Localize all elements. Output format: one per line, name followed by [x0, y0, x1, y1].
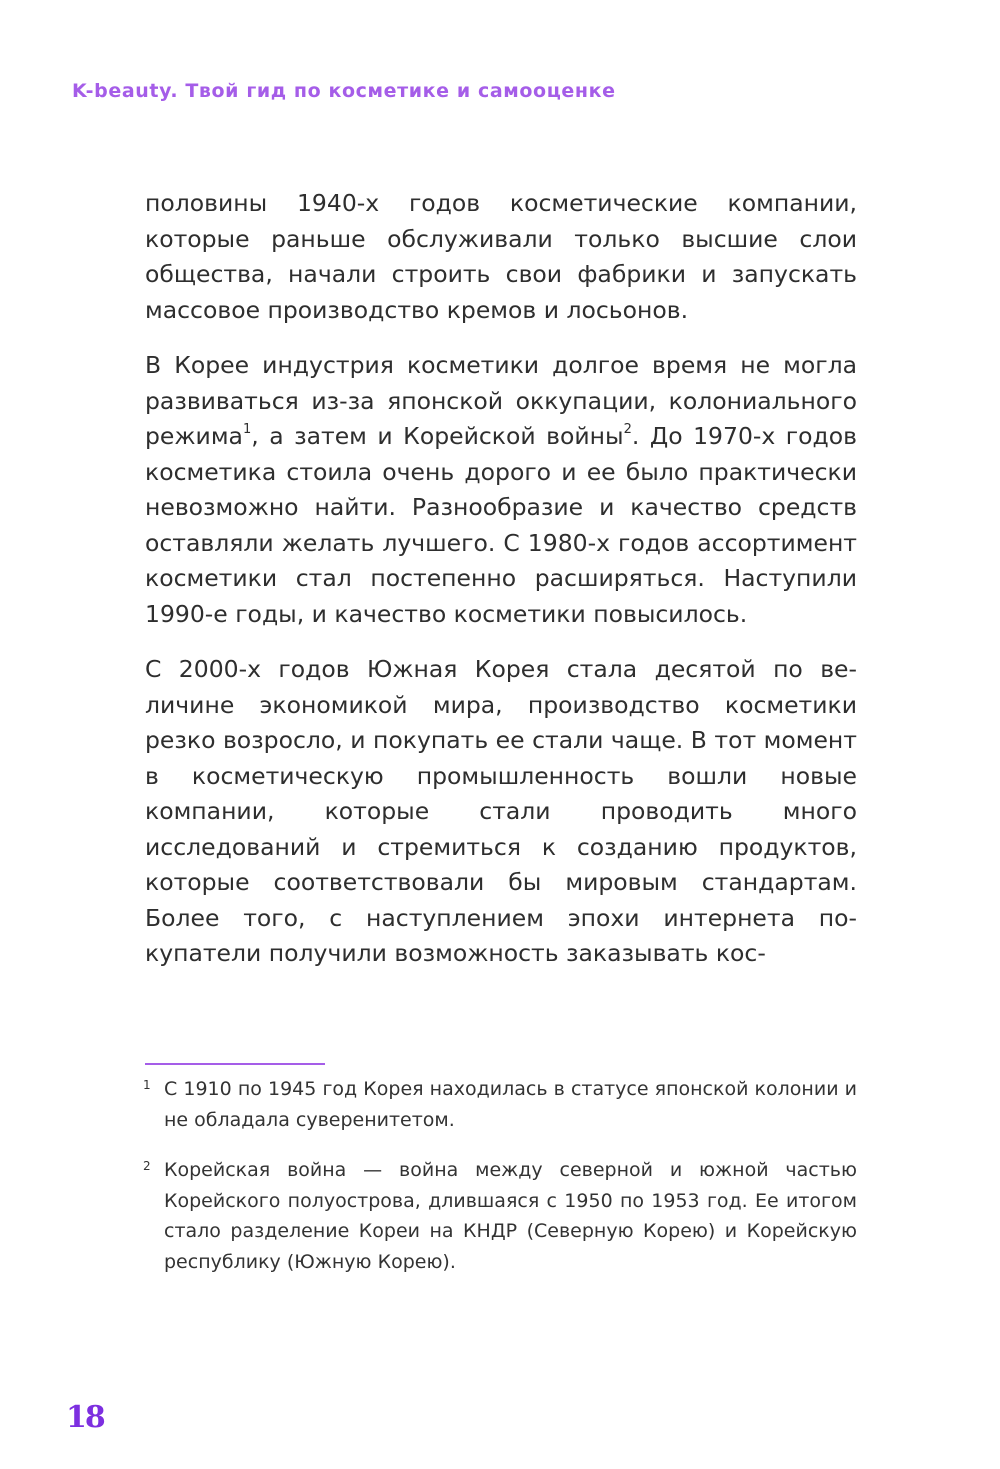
- paragraph-2-part-3: . До 1970-х годов косметика стоила очень дорого и ее было практически невозможно найти. Разнообразие и качество средств оставляли желать лучшего. С 1980-х годов ассортимент косметики стал постепенно расширяться. Наступили 1990-е годы, и качество косметики повысилось.: [145, 422, 857, 628]
- footnote-ref-2[interactable]: 2: [623, 422, 632, 438]
- paragraph-2-part-2: , а затем и Корейской войны: [251, 422, 624, 450]
- paragraph-2-part-1: В Корее индустрия косметики долгое время не могла развиваться из-за японской оккупации, колониального режима: [145, 351, 857, 450]
- footnote-divider: [145, 1063, 325, 1065]
- running-header: K-beauty. Твой гид по косметике и самооценке: [72, 80, 616, 102]
- footnote-number: 1: [143, 1078, 151, 1092]
- footnote-2: [140, 1155, 857, 1277]
- footnote-ref-1[interactable]: 1: [242, 422, 252, 438]
- paragraph-2: [145, 348, 857, 632]
- body-text: [145, 186, 857, 992]
- footnote-1: [140, 1074, 857, 1135]
- footnote-text: С 1910 по 1945 год Корея находилась в статусе японской колонии и не обладала суверенитетом.: [164, 1078, 857, 1131]
- footnote-text: Корейская война — война между северной и южной частью Корейского полуострова, длившаяся с 1950 по 1953 год. Ее итогом стало разделение Кореи на КНДР (Северную Корею) и Корейскую республику (Южную Корею).: [164, 1159, 857, 1273]
- paragraph-3: С 2000-х годов Южная Корея стала десятой по величине экономикой мира, производство косметики резко возросло, и покупать ее стали чаще. В тот момент в косметическую промышленность вошли новые компании, которые стали проводить много исследований и стремиться к созданию продуктов, которые соответствовали бы мировым стандартам. Более того, с наступлением эпохи интернета покупатели получили возможность заказывать кос-: [145, 655, 857, 967]
- footnotes: [140, 1074, 857, 1297]
- footnote-number: 2: [143, 1159, 151, 1173]
- paragraph-1: половины 1940-х годов косметические компании, которые раньше обслуживали только высшие слои общества, начали строить свои фабрики и запускать массовое производство кремов и лосьонов.: [145, 189, 857, 324]
- page-number: 18: [66, 1400, 104, 1435]
